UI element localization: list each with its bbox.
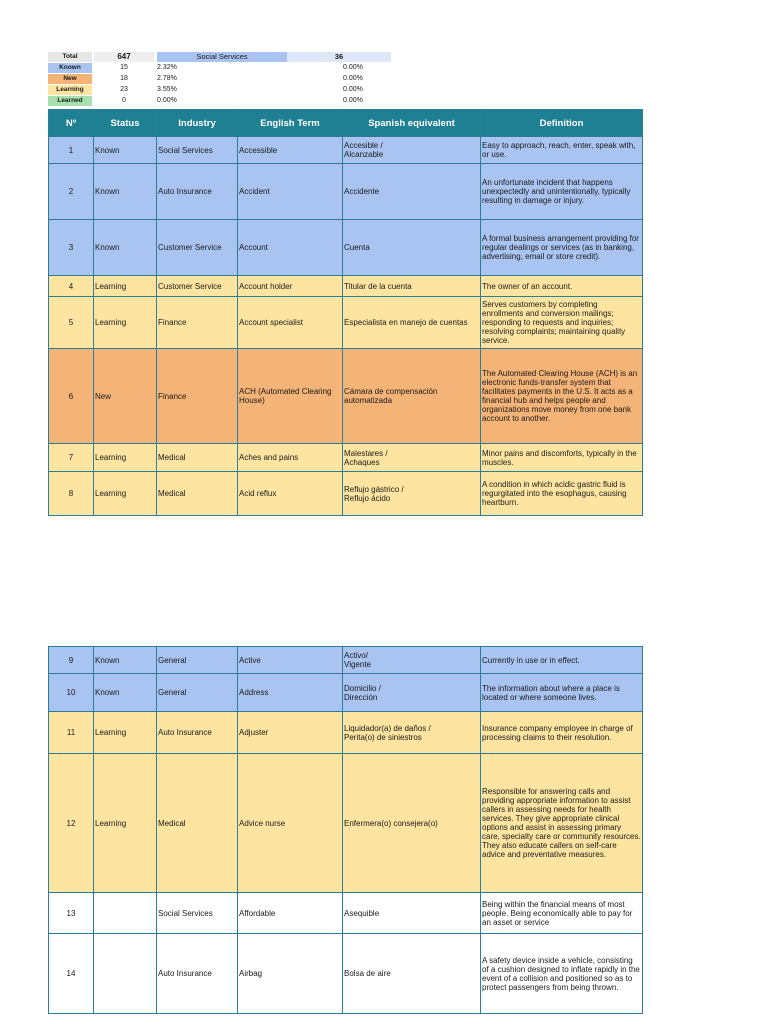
term-industry: Customer Service bbox=[157, 220, 238, 276]
term-number: 11 bbox=[49, 712, 94, 754]
table-row bbox=[49, 934, 643, 1014]
term-status: Learning bbox=[94, 712, 157, 754]
term-definition: A safety device inside a vehicle, consisting of a cushion designed to inflate rapidly in the event of a collision and positioned so as to protect passengers from being thrown. bbox=[481, 934, 643, 1014]
spanish-equivalent: Bolsa de aire bbox=[343, 934, 481, 1014]
english-term: Acid reflux bbox=[238, 472, 343, 516]
term-definition: A formal business arrangement providing for regular dealings or services (as in banking, advertising, email or store credit). bbox=[481, 220, 643, 276]
spanish-equivalent: Reflujo gástrico / Reflujo ácido bbox=[343, 472, 481, 516]
english-term: Address bbox=[238, 674, 343, 712]
term-industry: Medical bbox=[157, 472, 238, 516]
term-number: 9 bbox=[49, 647, 94, 674]
term-definition: A condition in which acidic gastric fluid is regurgitated into the esophagus, causing heartburn. bbox=[481, 472, 643, 516]
english-term: Account holder bbox=[238, 276, 343, 297]
term-industry: Medical bbox=[157, 444, 238, 472]
term-status: Learning bbox=[94, 297, 157, 349]
col-header-status: Status bbox=[94, 110, 157, 137]
spanish-equivalent: Titular de la cuenta bbox=[343, 276, 481, 297]
industry-filter-name: Social Services bbox=[157, 52, 287, 62]
spanish-equivalent: Accesible / Alcanzable bbox=[343, 137, 481, 164]
term-industry: Auto Insurance bbox=[157, 164, 238, 220]
spanish-equivalent: Especialista en manejo de cuentas bbox=[343, 297, 481, 349]
term-industry: Social Services bbox=[157, 893, 238, 934]
summary-percent-industry: 0.00% bbox=[343, 97, 363, 104]
english-term: Airbag bbox=[238, 934, 343, 1014]
term-number: 2 bbox=[49, 164, 94, 220]
summary-row-learned bbox=[48, 96, 408, 107]
spanish-equivalent: Asequible bbox=[343, 893, 481, 934]
summary-percent: 2.78% bbox=[157, 75, 177, 82]
col-header-spanish-equivalent: Spanish equivalent bbox=[343, 110, 481, 137]
term-definition: Insurance company employee in charge of processing claims to their resolution. bbox=[481, 712, 643, 754]
term-definition: The owner of an account. bbox=[481, 276, 643, 297]
term-status bbox=[94, 934, 157, 1014]
summary-count: 0 bbox=[122, 97, 126, 104]
term-definition: Currently in use or in effect. bbox=[481, 647, 643, 674]
summary-percent: 0.00% bbox=[157, 97, 177, 104]
term-definition: An unfortunate incident that happens unexpectedly and unintentionally, typically resulting in damage or injury. bbox=[481, 164, 643, 220]
term-number: 3 bbox=[49, 220, 94, 276]
summary-percent: 2.32% bbox=[157, 64, 177, 71]
term-status: Known bbox=[94, 220, 157, 276]
spanish-equivalent: Activo/ Vigente bbox=[343, 647, 481, 674]
term-number: 4 bbox=[49, 276, 94, 297]
spanish-equivalent: Cuenta bbox=[343, 220, 481, 276]
table-row bbox=[49, 137, 643, 164]
summary-percent-industry: 0.00% bbox=[343, 86, 363, 93]
table-row bbox=[49, 712, 643, 754]
summary-percent: 3.55% bbox=[157, 86, 177, 93]
industry-filter-count: 36 bbox=[287, 52, 391, 62]
term-status: Learning bbox=[94, 444, 157, 472]
summary-percent-industry: 0.00% bbox=[343, 75, 363, 82]
table-row bbox=[49, 472, 643, 516]
english-term: Aches and pains bbox=[238, 444, 343, 472]
term-status: Learning bbox=[94, 754, 157, 893]
term-number: 5 bbox=[49, 297, 94, 349]
summary-row-learning bbox=[48, 85, 408, 96]
table-header-row bbox=[49, 110, 643, 137]
english-term: ACH (Automated Clearing House) bbox=[238, 349, 343, 444]
glossary-table-2 bbox=[48, 646, 643, 1014]
spanish-equivalent: Accidente bbox=[343, 164, 481, 220]
spanish-equivalent: Liquidador(a) de daños / Perita(o) de siniestros bbox=[343, 712, 481, 754]
summary-row-total bbox=[48, 52, 408, 63]
table-row bbox=[49, 297, 643, 349]
term-industry: Customer Service bbox=[157, 276, 238, 297]
table-row bbox=[49, 164, 643, 220]
summary-label: Known bbox=[48, 63, 92, 73]
glossary-table-1 bbox=[48, 109, 643, 516]
table-row bbox=[49, 444, 643, 472]
table-row bbox=[49, 754, 643, 893]
term-status: Learning bbox=[94, 276, 157, 297]
summary-count: 18 bbox=[120, 75, 128, 82]
term-definition: Serves customers by completing enrollments and conversion mailings; responding to requests and inquiries; resolving complaints; maintaining quality service. bbox=[481, 297, 643, 349]
english-term: Account bbox=[238, 220, 343, 276]
table-row bbox=[49, 220, 643, 276]
term-industry: Finance bbox=[157, 297, 238, 349]
term-definition: Responsible for answering calls and providing appropriate information to assist callers in assessing needs for health services. They give appropriate clinical options and assist in assessing primary care, specialty care or community resources. They also educate callers on self-care advice and preventative measures. bbox=[481, 754, 643, 893]
term-definition: The information about where a place is located or where someone lives. bbox=[481, 674, 643, 712]
english-term: Adjuster bbox=[238, 712, 343, 754]
term-status: Known bbox=[94, 647, 157, 674]
spanish-equivalent: Domicilio / Dirección bbox=[343, 674, 481, 712]
term-definition: Minor pains and discomforts, typically in the muscles. bbox=[481, 444, 643, 472]
term-number: 12 bbox=[49, 754, 94, 893]
term-number: 10 bbox=[49, 674, 94, 712]
summary-percent-industry: 0.00% bbox=[343, 64, 363, 71]
term-industry: Social Services bbox=[157, 137, 238, 164]
col-header-definition: Definition bbox=[481, 110, 643, 137]
spanish-equivalent: Cámara de compensación automatizada bbox=[343, 349, 481, 444]
col-header-industry: Industry bbox=[157, 110, 238, 137]
english-term: Affordable bbox=[238, 893, 343, 934]
col-header-english-term: English Term bbox=[238, 110, 343, 137]
summary-count: 15 bbox=[120, 64, 128, 71]
term-industry: Auto Insurance bbox=[157, 712, 238, 754]
spanish-equivalent: Enfermera(o) consejera(o) bbox=[343, 754, 481, 893]
term-number: 6 bbox=[49, 349, 94, 444]
term-status: Known bbox=[94, 674, 157, 712]
term-number: 14 bbox=[49, 934, 94, 1014]
term-status: New bbox=[94, 349, 157, 444]
summary-row-known bbox=[48, 63, 408, 74]
english-term: Advice nurse bbox=[238, 754, 343, 893]
summary-label: Learning bbox=[48, 85, 92, 95]
summary-label: Learned bbox=[48, 96, 92, 106]
term-number: 1 bbox=[49, 137, 94, 164]
term-status: Known bbox=[94, 164, 157, 220]
term-industry: General bbox=[157, 647, 238, 674]
term-industry: Medical bbox=[157, 754, 238, 893]
summary-row-new bbox=[48, 74, 408, 85]
term-definition: Easy to approach, reach, enter, speak with, or use. bbox=[481, 137, 643, 164]
term-industry: Auto Insurance bbox=[157, 934, 238, 1014]
table-row bbox=[49, 674, 643, 712]
table-row bbox=[49, 276, 643, 297]
summary-label: New bbox=[48, 74, 92, 84]
english-term: Active bbox=[238, 647, 343, 674]
table-row bbox=[49, 647, 643, 674]
table-row bbox=[49, 893, 643, 934]
term-definition: Being within the financial means of most people. Being economically able to pay for an asset or service bbox=[481, 893, 643, 934]
term-industry: Finance bbox=[157, 349, 238, 444]
term-status: Learning bbox=[94, 472, 157, 516]
term-number: 8 bbox=[49, 472, 94, 516]
term-status: Known bbox=[94, 137, 157, 164]
term-definition: The Automated Clearing House (ACH) is an electronic funds-transfer system that facilitates payments in the U.S. It acts as a financial hub and helps people and organizations move money from one bank account to another. bbox=[481, 349, 643, 444]
term-industry: General bbox=[157, 674, 238, 712]
english-term: Accident bbox=[238, 164, 343, 220]
english-term: Accessible bbox=[238, 137, 343, 164]
term-number: 13 bbox=[49, 893, 94, 934]
term-number: 7 bbox=[49, 444, 94, 472]
col-header-number: Nº bbox=[49, 110, 94, 137]
spanish-equivalent: Malestares / Achaques bbox=[343, 444, 481, 472]
summary-label: Total bbox=[48, 52, 92, 62]
summary-count: 23 bbox=[120, 86, 128, 93]
term-status bbox=[94, 893, 157, 934]
table-row bbox=[49, 349, 643, 444]
summary-count: 647 bbox=[94, 52, 154, 62]
english-term: Account specialist bbox=[238, 297, 343, 349]
